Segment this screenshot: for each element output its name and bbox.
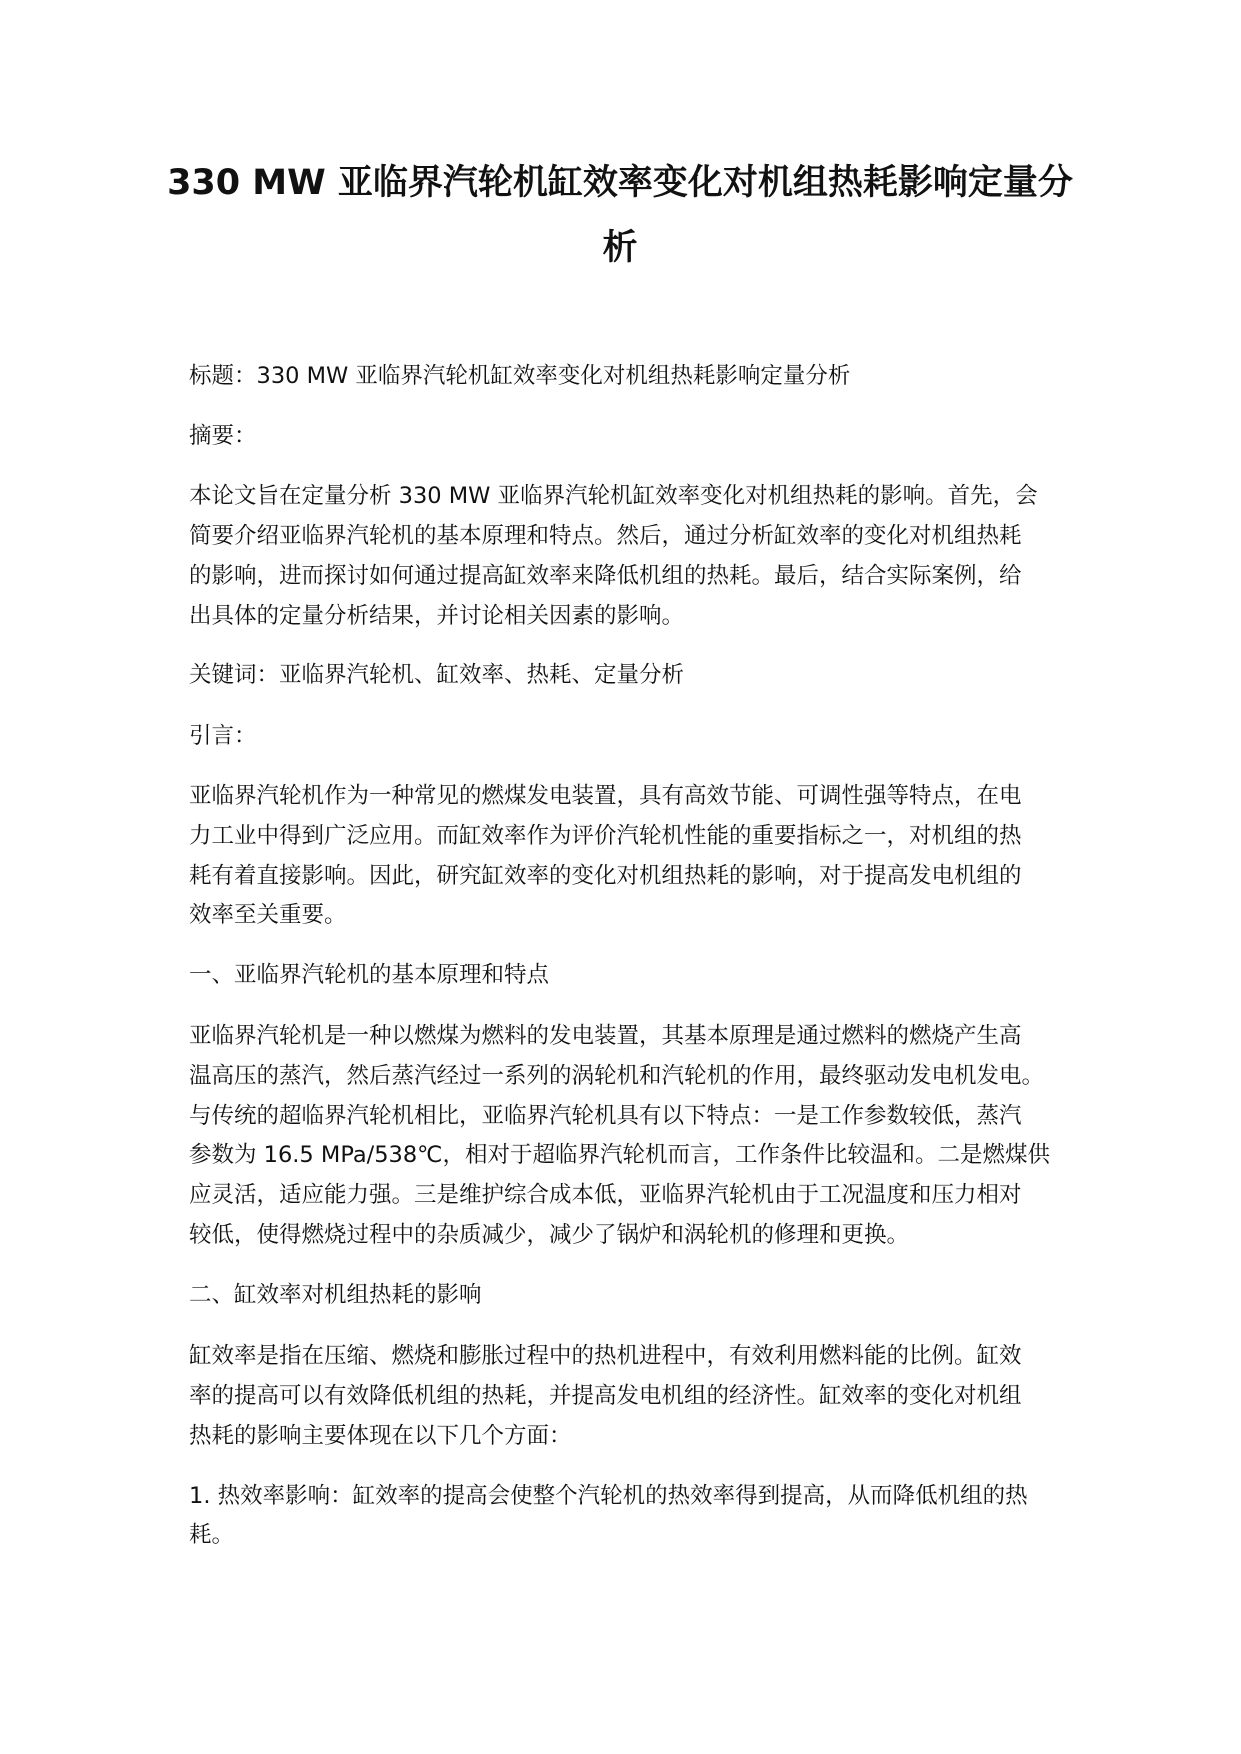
abstract-line-4: 出具体的定量分析结果，并讨论相关因素的影响。 <box>189 603 685 629</box>
intro-line-1: 亚临界汽轮机作为一种常见的燃煤发电装置，具有高效节能、可调性强等特点，在电 <box>189 783 1022 809</box>
section1-line-1: 亚临界汽轮机是一种以燃煤为燃料的发电装置，其基本原理是通过燃料的燃烧产生高 <box>189 1023 1022 1049</box>
section1-line-6: 较低，使得燃烧过程中的杂质减少，减少了锅炉和涡轮机的修理和更换。 <box>189 1222 910 1248</box>
intro-heading: 引言： <box>189 723 257 749</box>
document-title-line-2: 析 <box>602 228 638 268</box>
section1-line-3: 与传统的超临界汽轮机相比，亚临界汽轮机具有以下特点：一是工作参数较低，蒸汽 <box>189 1103 1022 1129</box>
abstract-line-1: 本论文旨在定量分析 330 MW 亚临界汽轮机缸效率变化对机组热耗的影响。首先，会 <box>189 483 1038 509</box>
item1-line-1: 1. 热效率影响：缸效率的提高会使整个汽轮机的热效率得到提高，从而降低机组的热 <box>189 1483 1028 1509</box>
item1-line-2: 耗。 <box>189 1522 235 1548</box>
document-title-line-1: 330 MW 亚临界汽轮机缸效率变化对机组热耗影响定量分 <box>167 163 1073 203</box>
section1-line-4: 参数为 16.5 MPa/538℃，相对于超临界汽轮机而言，工作条件比较温和。二是燃煤供 <box>189 1142 1050 1168</box>
section2-line-1: 缸效率是指在压缩、燃烧和膨胀过程中的热机进程中，有效利用燃料能的比例。缸效 <box>189 1343 1022 1369</box>
abstract-line-2: 简要介绍亚临界汽轮机的基本原理和特点。然后，通过分析缸效率的变化对机组热耗 <box>189 523 1022 549</box>
section2-line-3: 热耗的影响主要体现在以下几个方面： <box>189 1423 572 1449</box>
section1-heading: 一、亚临界汽轮机的基本原理和特点 <box>189 962 550 988</box>
section2-line-2: 率的提高可以有效降低机组的热耗，并提高发电机组的经济性。缸效率的变化对机组 <box>189 1383 1022 1409</box>
section1-line-2: 温高压的蒸汽，然后蒸汽经过一系列的涡轮机和汽轮机的作用，最终驱动发电机发电。 <box>189 1063 1045 1089</box>
keywords-line: 关键词：亚临界汽轮机、缸效率、热耗、定量分析 <box>189 662 685 688</box>
abstract-line-3: 的影响，进而探讨如何通过提高缸效率来降低机组的热耗。最后，结合实际案例，给 <box>189 563 1022 589</box>
section2-heading: 二、缸效率对机组热耗的影响 <box>189 1282 482 1308</box>
title-label-line: 标题：330 MW 亚临界汽轮机缸效率变化对机组热耗影响定量分析 <box>189 363 851 389</box>
intro-line-4: 效率至关重要。 <box>189 902 347 928</box>
intro-line-2: 力工业中得到广泛应用。而缸效率作为评价汽轮机性能的重要指标之一，对机组的热 <box>189 823 1022 849</box>
intro-line-3: 耗有着直接影响。因此，研究缸效率的变化对机组热耗的影响，对于提高发电机组的 <box>189 863 1022 889</box>
abstract-heading: 摘要： <box>189 423 257 449</box>
section1-line-5: 应灵活，适应能力强。三是维护综合成本低，亚临界汽轮机由于工况温度和压力相对 <box>189 1182 1022 1208</box>
